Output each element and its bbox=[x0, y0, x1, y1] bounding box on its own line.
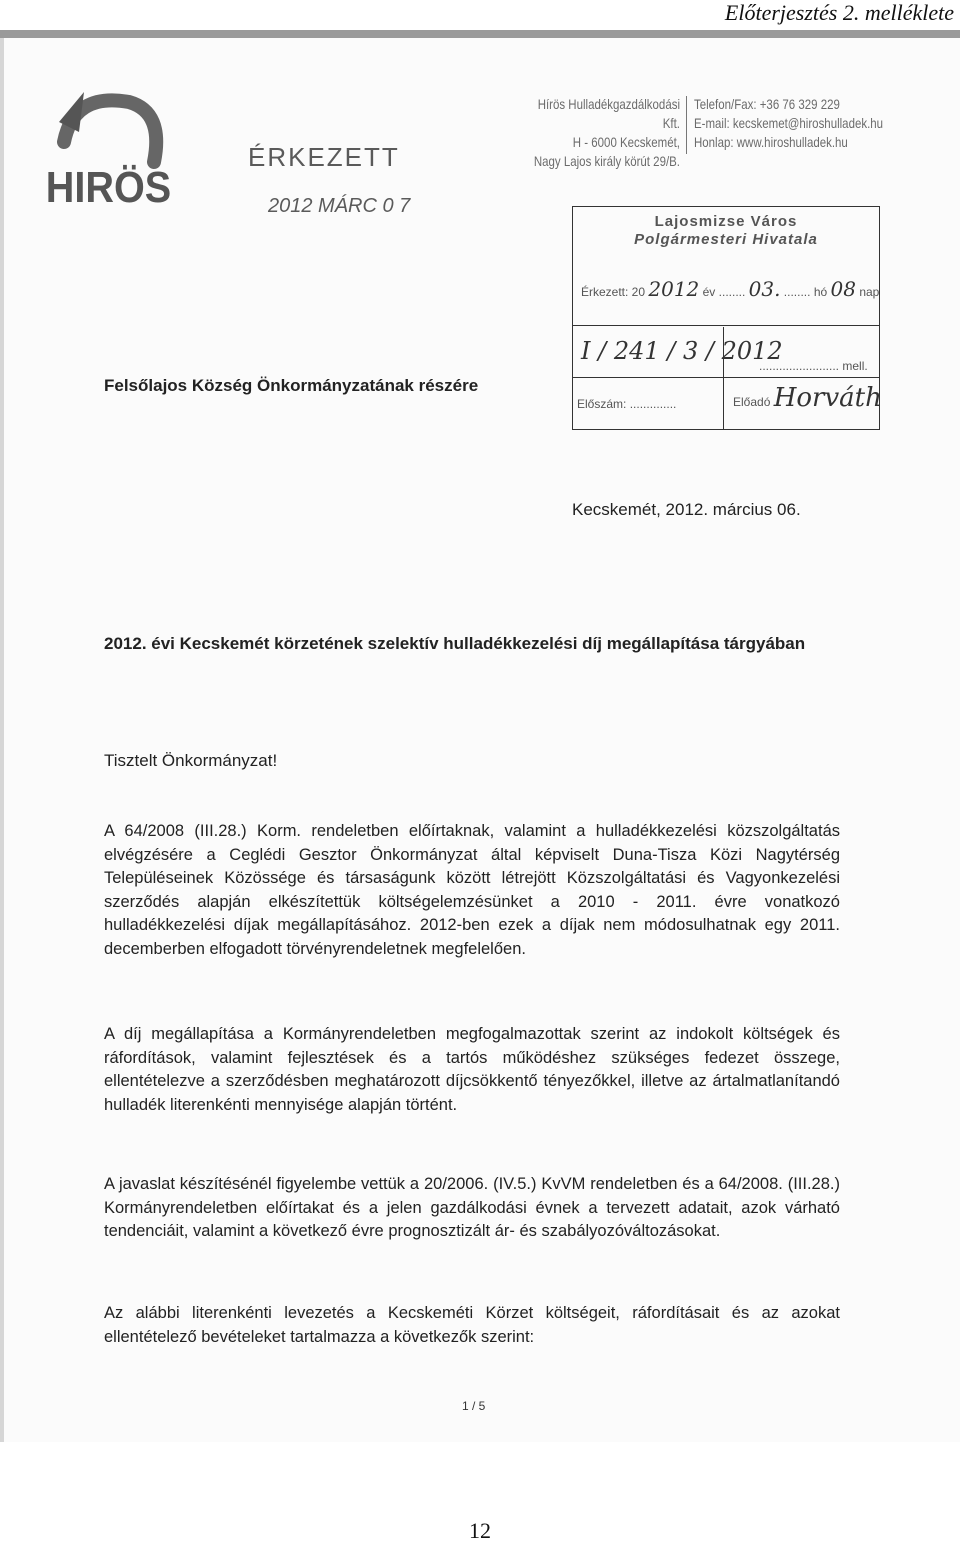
place-date: Kecskemét, 2012. március 06. bbox=[572, 500, 801, 519]
stamp-divider bbox=[573, 325, 879, 326]
scan-top-border bbox=[0, 30, 960, 38]
subject: 2012. évi Kecskemét körzetének szelektív hulladékkezelési díj megállapítása tárgyában bbox=[104, 634, 806, 653]
company-address bbox=[524, 95, 680, 171]
stamp-line-2: Polgármesteri Hivatala bbox=[634, 231, 818, 248]
stamp-eloszam: Előszám: .............. bbox=[577, 397, 677, 411]
company-city: H - 6000 Kecskemét, bbox=[572, 134, 680, 150]
registration-stamp bbox=[572, 206, 880, 430]
handwritten-year: 2012 bbox=[648, 277, 700, 301]
paragraph-1: A 64/2008 (III.28.) Korm. rendeletben előírtaknak, valamint a hulladékkezelési közszolgáltatás elvégzésére a Ceglédi Gesztor Önkormányzat által képviselt Duna-Tisza Közi Nagytérség Településeinek Közössége és társaságunk között létrejött Közszolgáltatási és Vagyonkezelési szerződés alapján elkészítettük költségelemzésünket a 2010 - 2011. évre vonatkozó hulladékkezelési díjak megállapításához. 2012-ben ezek a díjak nem módosulhatnak egy 2011. decemberben elfogadott törvényrendeletnek megfelelően. bbox=[104, 822, 840, 958]
page-indicator: 1 / 5 bbox=[462, 1399, 486, 1413]
paragraph-3: A javaslat készítésénél figyelembe vettük a 20/2006. (IV.5.) KvVM rendeletben és a 64/2008. (III.28.) Kormányrendeletben előírtakat és a jelen gazdálkodási évnek a tervezett adatait, azok várható tendenciáit, valamint a következő évre prognosztizált ár- és szabályozóváltozásokat. bbox=[104, 1175, 840, 1240]
stamp-line-1: Lajosmizse Város bbox=[654, 213, 798, 230]
handwritten-day: 08 bbox=[830, 277, 856, 301]
stamp-arrival-row: Érkezett: 20 2012 év ........ 03. ........ hó 08 nap bbox=[581, 277, 880, 301]
stamp-divider-2 bbox=[573, 377, 879, 378]
hiros-logo bbox=[44, 82, 174, 222]
received-stamp-date: 2012 MÁRC 0 7 bbox=[268, 195, 411, 217]
handwritten-eloado: Horváth bbox=[773, 383, 882, 413]
salutation: Tisztelt Önkormányzat! bbox=[104, 751, 278, 770]
company-name: Hírös Hulladékgazdálkodási Kft. bbox=[537, 96, 680, 131]
handwritten-file-number: I / 241 / 3 / 2012 bbox=[581, 337, 783, 365]
paragraph-2: A díj megállapítása a Kormányrendeletben megfogalmazottak szerint az indokolt költségek és ráfordítások, valamint fejlesztések és a tartós működéshez szükséges fedezet összege, ellentételezve a szerződésben meghatározott díjcsökkentő tényezőkkel, illetve az ártalmatlanítandó hulladék literenkénti mennyisége alapján történt. bbox=[104, 1025, 840, 1114]
scanned-letter bbox=[0, 30, 960, 1442]
company-contact bbox=[694, 95, 883, 152]
logo-text: HIRÖS bbox=[45, 162, 172, 212]
received-stamp-label: ÉRKEZETT bbox=[248, 142, 400, 172]
contact-phone: Telefon/Fax: +36 76 329 229 bbox=[694, 96, 840, 112]
contact-web: Honlap: www.hiroshulladek.hu bbox=[694, 134, 848, 150]
received-stamp bbox=[248, 142, 410, 218]
contact-email: E-mail: kecskemet@hiroshulladek.hu bbox=[694, 115, 884, 131]
company-street: Nagy Lajos király körút 29/B. bbox=[533, 153, 680, 169]
footer-page-number: 12 bbox=[469, 1518, 491, 1543]
handwritten-month: 03. bbox=[748, 277, 781, 301]
recipient: Felsőlajos Község Önkormányzatának részére bbox=[104, 376, 479, 395]
paragraph-4: Az alábbi literenkénti levezetés a Kecskeméti Körzet költségeit, ráfordításait és az azokat ellentételező bevételeket tartalmazza a következők szerint: bbox=[104, 1304, 840, 1346]
stamp-mell-row: ........................ mell. bbox=[759, 359, 868, 373]
header-divider bbox=[686, 96, 687, 154]
header-note: Előterjesztés 2. melléklete bbox=[724, 0, 954, 25]
scan-left-edge bbox=[0, 38, 4, 1442]
stamp-eloado: Előadó Horváth bbox=[733, 383, 882, 413]
